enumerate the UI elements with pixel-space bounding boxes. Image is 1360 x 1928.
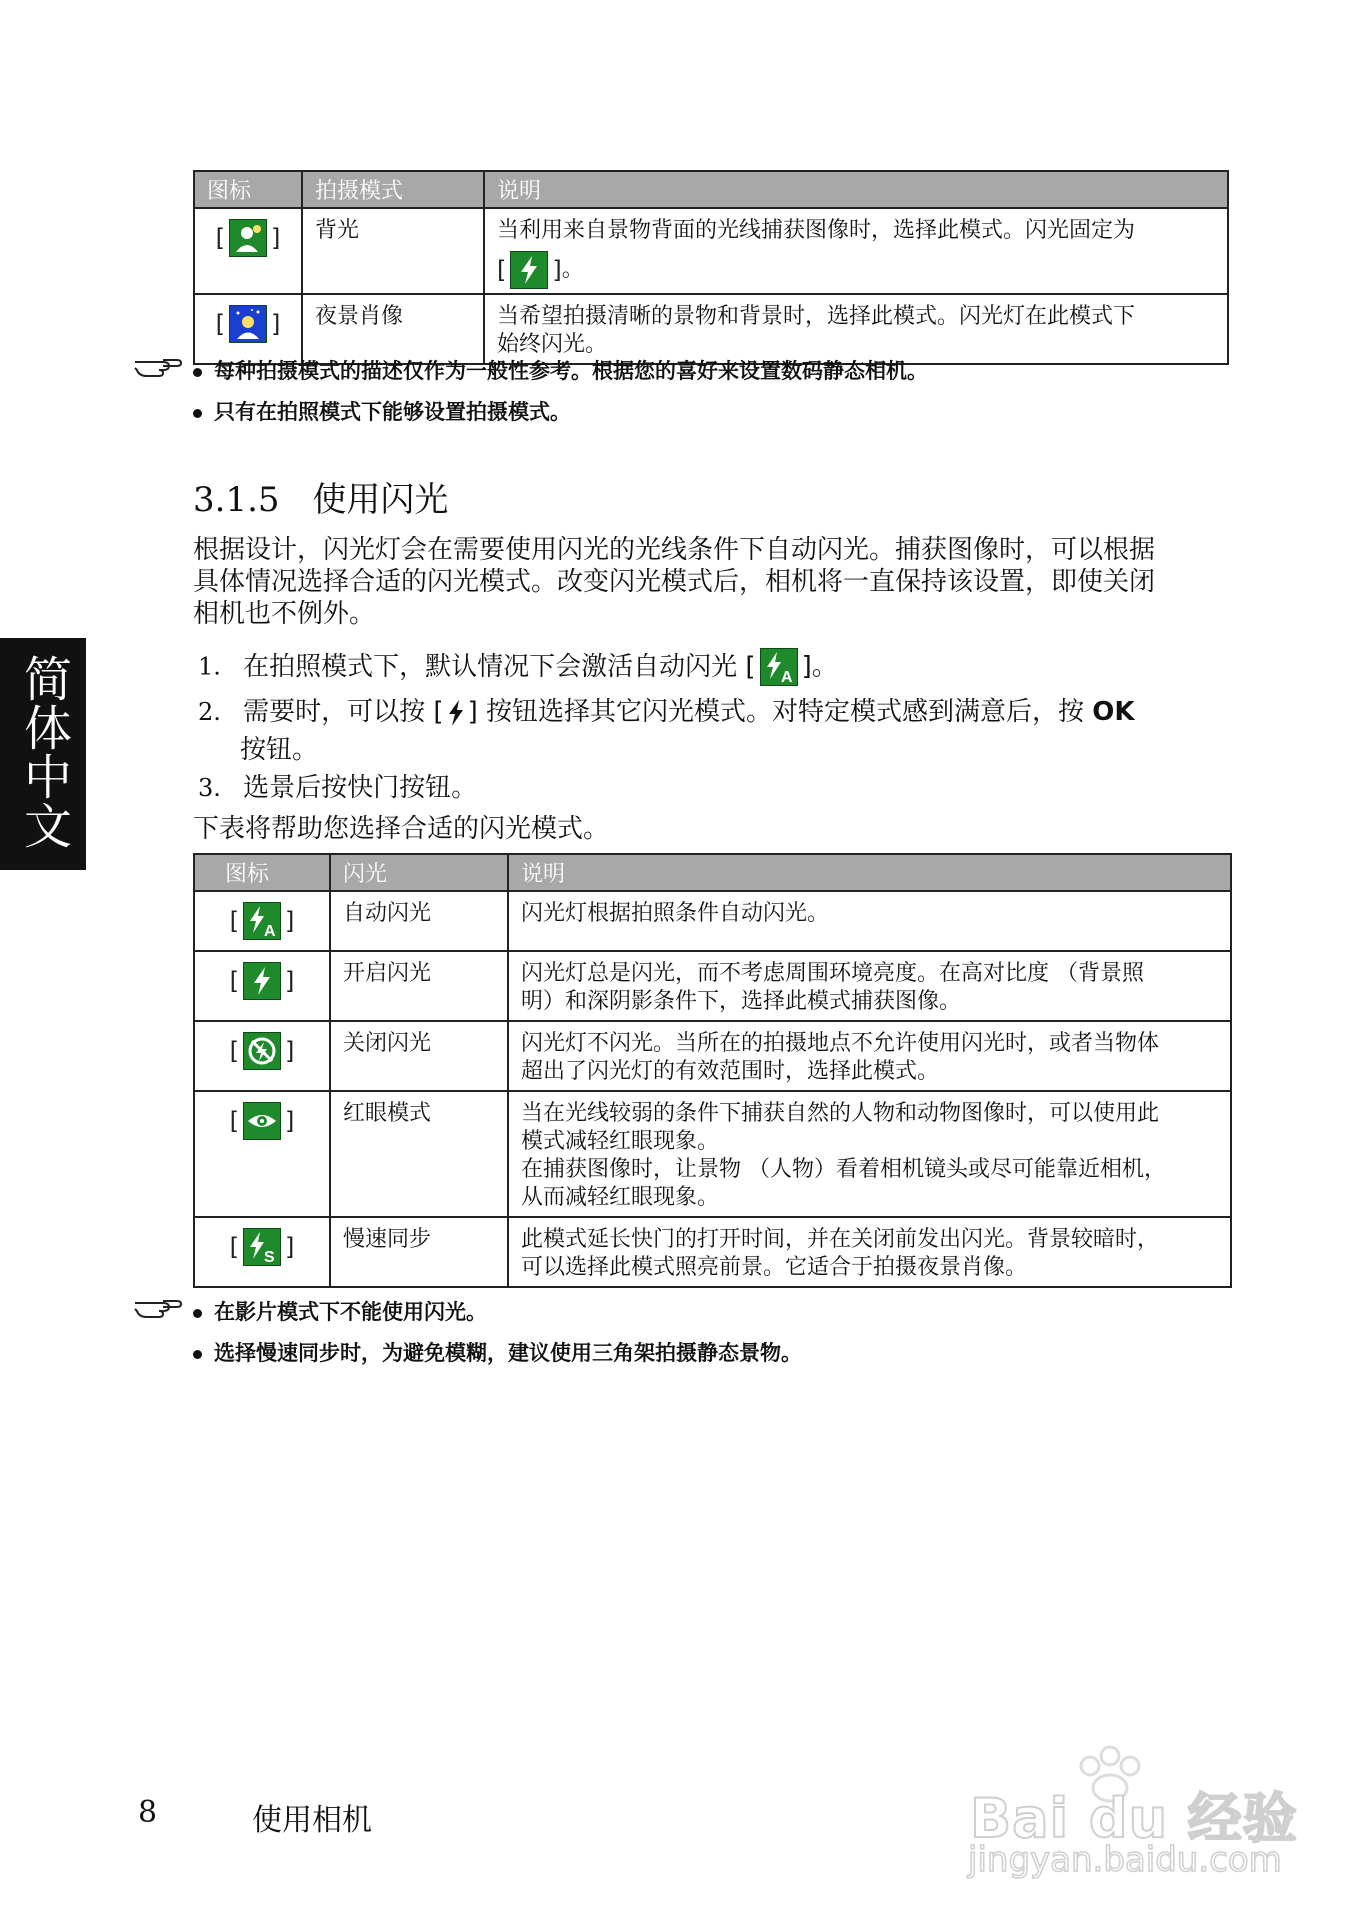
flash-mode-table [193,853,1232,1288]
intro-line: 根据设计，闪光灯会在需要使用闪光的光线条件下自动闪光。捕获图像时，可以根据 [193,535,1156,565]
watermark-brand: Bai du 经验 [970,1787,1298,1850]
icon-cell: [ S ] [194,1217,330,1287]
intro-line: 相机也不例外。 [193,599,376,629]
flash-auto-icon [760,648,798,686]
section-title: 使用闪光 [312,480,449,520]
flash-on-icon [510,251,548,289]
icon-cell: [ ] [194,1021,330,1091]
desc-line: 始终闪光。 [497,332,608,357]
icon-cell: [ ] [194,1091,330,1217]
desc-cell: 此模式延长快门的打开时间，并在关闭前发出闪光。背景较暗时， 可以选择此模式照亮前景。它适合于拍摄夜景肖像。 [508,1217,1231,1287]
desc-cell: 闪光灯总是闪光，而不考虑周围环境亮度。在高对比度 （背景照 明）和深阴影条件下，选择此模式捕获图像。 [508,951,1231,1021]
desc-cell: 闪光灯根据拍照条件自动闪光。 [508,891,1231,951]
note-line: 选择慢速同步时，为避免模糊，建议使用三角架拍摄静态景物。 [193,1337,802,1367]
backlight-icon [229,219,267,257]
table-header-row [194,171,1228,208]
mode-cell: 自动闪光 [330,891,508,951]
language-side-tab [0,638,86,870]
table-header-row [194,854,1231,891]
note-hand-icon [133,352,185,384]
mode-cell: 背光 [302,208,484,294]
watermark-url: jingyan.baidu.com [968,1840,1282,1880]
footer-title: 使用相机 [252,1803,372,1838]
slow-sync-icon [243,1228,281,1266]
icon-cell: [ ] [194,294,302,364]
desc-cell: 当在光线较弱的条件下捕获自然的人物和动物图像时，可以使用此 模式减轻红眼现象。 在捕获图像时，让景物 （人物）看着相机镜头或尽可能靠近相机， 从而减轻红眼现象。 [508,1091,1231,1217]
table-row [194,1217,1231,1287]
mode-cell: 慢速同步 [330,1217,508,1287]
header-icon: 图标 [194,171,302,208]
desc-cell: 闪光灯不闪光。当所在的拍摄地点不允许使用闪光时，或者当物体 超出了闪光灯的有效范围时，选择此模式。 [508,1021,1231,1091]
flash-on-icon [243,962,281,1000]
svg-text:A: A [264,923,276,939]
intro-paragraph [193,534,1243,630]
table-row [194,1021,1231,1091]
mode-cell: 红眼模式 [330,1091,508,1217]
desc-cell [484,294,1228,364]
page-number: 8 [138,1795,158,1830]
desc-suffix: 。 [561,257,584,282]
table-row [194,1091,1231,1217]
desc-line: 当利用来自景物背面的光线捕获图像时，选择此模式。闪光固定为 [497,218,1136,243]
section-heading [193,472,448,521]
flash-button-icon [444,698,468,728]
desc-line: 当希望拍摄清晰的景物和背景时，选择此模式。闪光灯在此模式下 [497,304,1136,329]
mode-cell: 开启闪光 [330,951,508,1021]
icon-cell: [ ] [194,208,302,294]
table-row [194,294,1228,364]
table-row [194,208,1228,294]
step-2: 2. 需要时，可以按 [ ] 按钮选择其它闪光模式。对特定模式感到满意后，按 OK [198,697,1135,727]
svg-text:S: S [264,1249,275,1265]
night-portrait-icon [229,305,267,343]
note-line: 每种拍摄模式的描述仅作为一般性参考。根据您的喜好来设置数码静态相机。 [193,355,928,385]
flash-off-icon [243,1032,281,1070]
mode-cell: 关闭闪光 [330,1021,508,1091]
header-desc: 说明 [484,171,1228,208]
step-3: 3. 选景后按快门按钮。 [198,773,478,803]
icon-cell: [ A ] [194,891,330,951]
header-mode: 拍摄模式 [302,171,484,208]
table-intro: 下表将帮助您选择合适的闪光模式。 [193,814,610,844]
table-row [194,891,1231,951]
shooting-mode-table [193,170,1229,365]
step-2-continued: 按钮。 [240,735,319,765]
intro-line: 具体情况选择合适的闪光模式。改变闪光模式后，相机将一直保持该设置，即使关闭 [193,567,1156,597]
red-eye-icon [243,1102,281,1140]
step-1: 1. 在拍照模式下，默认情况下会激活自动闪光 [ A ]。 [198,648,838,686]
svg-text:A: A [780,669,793,685]
header-desc: 说明 [508,854,1231,891]
note-hand-icon [133,1293,185,1325]
desc-line: [ ]。 [497,251,1217,289]
table-row [194,951,1231,1021]
desc-cell [484,208,1228,294]
mode-cell: 夜景肖像 [302,294,484,364]
flash-auto-icon [243,902,281,940]
icon-cell: [ ] [194,951,330,1021]
section-number: 3.1.5 [193,480,280,520]
header-icon: 图标 [194,854,330,891]
note-line: 在影片模式下不能使用闪光。 [193,1296,487,1326]
header-mode: 闪光 [330,854,508,891]
note-line: 只有在拍照模式下能够设置拍摄模式。 [193,396,571,426]
side-tab-label: 简体中文 [23,652,72,855]
